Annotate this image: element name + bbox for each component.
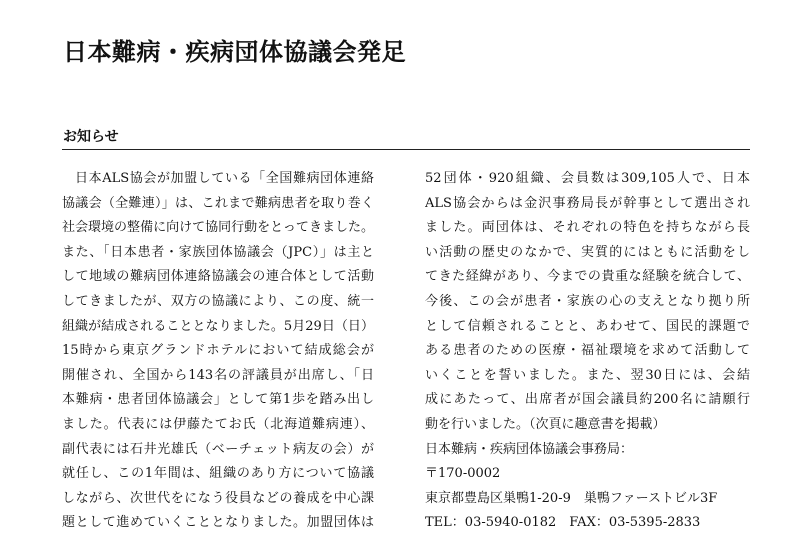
text-line: 動を行いました。（次頁に趣意書を掲載） xyxy=(425,416,666,432)
contact-phone-fax: TEL：03-5940-0182 FAX：03-5395-2833 xyxy=(425,515,701,531)
text-line: してきましたが、双方の協議により、この度、統一 xyxy=(62,293,374,309)
text-line: 本難病・患者団体協議会」として第1歩を踏み出し xyxy=(62,392,374,408)
article-column-right xyxy=(425,167,750,536)
text-line: として信頼されることと、あわせて、国民的課題で xyxy=(425,318,750,334)
text-line: 組織が結成されることとなりました。5月29日（日） xyxy=(62,318,374,334)
section-divider xyxy=(62,149,750,150)
text-line: 題として進めていくこととなりました。加盟団体は xyxy=(62,515,374,531)
page-title: 日本難病・疾病団体協議会発足 xyxy=(63,38,406,66)
text-line: 今後、この会が患者・家族の心の支えとなり拠り所 xyxy=(425,293,750,309)
text-line: また、「日本患者・家族団体協議会（JPC）」は主と xyxy=(62,244,374,260)
article-column-left xyxy=(62,167,374,536)
contact-address: 東京都豊島区巣鴨1-20-9 巣鴨ファーストビル3F xyxy=(425,490,718,506)
text-line: 就任し、この1年間は、組織のあり方について協議 xyxy=(62,466,374,482)
text-line: てきた経緯があり、今までの貴重な経験を統合して、 xyxy=(425,269,750,285)
text-line: ました。代表には伊藤たてお氏（北海道難病連）、 xyxy=(62,416,374,432)
text-line: 成にあたって、出席者が国会議員約200名に請願行 xyxy=(425,392,750,408)
text-line: して地域の難病団体連絡協議会の連合体として活動 xyxy=(62,269,374,285)
text-line: いくことを誓いました。また、翌30日には、会結 xyxy=(425,367,750,383)
text-line: 社会環境の整備に向けて協同行動をとってきました。 xyxy=(62,220,374,236)
text-line: ALS協会からは金沢事務局長が幹事として選出され xyxy=(425,195,750,211)
text-line: しながら、次世代をになう役員などの養成を中心課 xyxy=(62,490,374,506)
section-label: お知らせ xyxy=(63,129,119,145)
text-line: ました。両団体は、それぞれの特色を持ちながら長 xyxy=(425,220,750,236)
text-line: 副代表には石井光雄氏（ベーチェット病友の会）が xyxy=(62,441,374,457)
text-line: 15時から東京グランドホテルにおいて結成総会が xyxy=(62,343,374,359)
text-line: 協議会（全難連）」は、これまで難病患者を取り巻く xyxy=(62,195,374,211)
text-line: ある患者のための医療・福祉環境を求めて活動して xyxy=(425,343,750,359)
contact-postal-code: 〒170-0002 xyxy=(425,466,501,482)
text-line: 開催され、全国から143名の評議員が出席し、「日 xyxy=(62,367,374,383)
contact-office: 日本難病・疾病団体協議会事務局： xyxy=(425,441,634,457)
text-line: 日本ALS協会が加盟している「全国難病団体連絡 xyxy=(75,171,374,186)
text-line: い活動の歴史のなかで、実質的にはともに活動をし xyxy=(425,244,750,260)
text-line: 52団体・920組織、会員数は309,105人で、日本 xyxy=(425,171,750,186)
